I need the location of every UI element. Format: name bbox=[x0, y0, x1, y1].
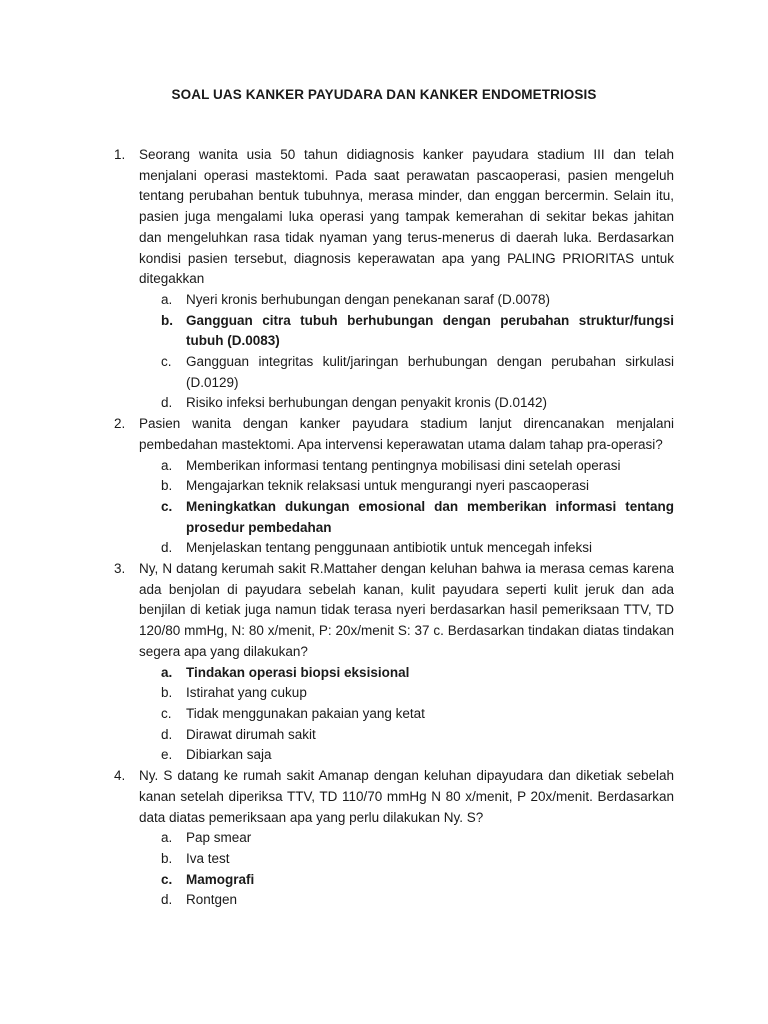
option-text: Tindakan operasi biopsi eksisional bbox=[186, 664, 410, 680]
option-b bbox=[0, 476, 768, 497]
question-number: 3. bbox=[114, 561, 126, 577]
option-letter: d. bbox=[161, 540, 173, 556]
question-text: Seorang wanita usia 50 tahun didiagnosis kanker payudara stadium III dan telah menjalani operasi mastektomi. Pada saat perawatan pascaoperasi, pasien mengeluh tentang perubahan bentuk tubuhnya, merasa minder, dan enggan bercermin. Selain itu, pasien juga mengalami luka operasi yang tampak kemerahan di sekitar bekas jahitan dan mengeluhkan rasa tidak nyaman yang terus-menerus di daerah luka. Berdasarkan kondisi pasien tersebut, diagnosis keperawatan apa yang PALING PRIORITAS untuk ditegakkan bbox=[139, 147, 674, 287]
option-list bbox=[0, 456, 768, 560]
question-text: Ny. S datang ke rumah sakit Amanap dengan keluhan dipayudara dan diketiak sebelah kanan setelah diperiksa TTV, TD 110/70 mmHg N 80 x/menit, P 20x/menit. Berdasarkan data diatas pemeriksaan apa yang perlu dilakukan Ny. S? bbox=[139, 768, 674, 825]
option-letter: c. bbox=[161, 705, 172, 721]
option-d bbox=[0, 725, 768, 746]
option-text: Gangguan integritas kulit/jaringan berhubungan dengan perubahan sirkulasi (D.0129) bbox=[186, 354, 674, 390]
question-number: 4. bbox=[114, 768, 126, 784]
option-letter: a. bbox=[161, 830, 173, 846]
option-letter: c. bbox=[161, 871, 173, 887]
option-letter: a. bbox=[161, 664, 173, 680]
option-text: Mengajarkan teknik relaksasi untuk mengurangi nyeri pascaoperasi bbox=[186, 478, 589, 494]
option-letter: a. bbox=[161, 457, 173, 473]
option-letter: d. bbox=[161, 892, 173, 908]
question-number: 2. bbox=[114, 416, 126, 432]
question-2 bbox=[0, 414, 768, 559]
option-text: Nyeri kronis berhubungan dengan penekanan saraf (D.0078) bbox=[186, 291, 550, 307]
option-letter: d. bbox=[161, 726, 173, 742]
question-text: Ny, N datang kerumah sakit R.Mattaher dengan keluhan bahwa ia merasa cemas karena ada benjolan di payudara sebelah kanan, kulit payudara seperti kulit jeruk dan ada benjilan di ketiak juga namun tidak terasa nyeri berdasarkan hasil pemeriksaan TTV, TD 120/80 mmHg, N: 80 x/menit, P: 20x/menit S: 37 c. Berdasarkan tindakan diatas tindakan segera apa yang dilakukan? bbox=[139, 561, 674, 659]
option-letter: b. bbox=[161, 312, 173, 328]
option-list bbox=[0, 828, 768, 911]
option-text: Mamografi bbox=[186, 871, 255, 887]
option-list bbox=[0, 290, 768, 414]
option-b bbox=[0, 683, 768, 704]
question-3 bbox=[0, 559, 768, 766]
option-text: Pap smear bbox=[186, 830, 252, 846]
option-list bbox=[0, 663, 768, 767]
option-text: Memberikan informasi tentang pentingnya mobilisasi dini setelah operasi bbox=[186, 457, 621, 473]
option-a bbox=[0, 290, 768, 311]
option-d bbox=[0, 890, 768, 911]
option-text: Gangguan citra tubuh berhubungan dengan perubahan struktur/fungsi tubuh (D.0083) bbox=[186, 312, 674, 349]
question-text: Pasien wanita dengan kanker payudara stadium lanjut direncanakan menjalani pembedahan mastektomi. Apa intervensi keperawatan utama dalam tahap pra-operasi? bbox=[139, 416, 674, 452]
option-text: Dibiarkan saja bbox=[186, 747, 272, 763]
option-text: Tidak menggunakan pakaian yang ketat bbox=[186, 705, 425, 721]
option-a-answer bbox=[0, 663, 768, 684]
question-list bbox=[0, 145, 768, 911]
option-c bbox=[0, 352, 768, 393]
document-title: SOAL UAS KANKER PAYUDARA DAN KANKER ENDOMETRIOSIS bbox=[171, 87, 597, 102]
question-4 bbox=[0, 766, 768, 911]
option-c bbox=[0, 704, 768, 725]
option-letter: a. bbox=[161, 291, 173, 307]
option-letter: b. bbox=[161, 685, 173, 701]
option-a bbox=[0, 456, 768, 477]
option-d bbox=[0, 538, 768, 559]
option-c-answer bbox=[0, 497, 768, 538]
option-text: Dirawat dirumah sakit bbox=[186, 726, 316, 742]
option-text: Menjelaskan tentang penggunaan antibiotik untuk mencegah infeksi bbox=[186, 540, 593, 556]
option-letter: d. bbox=[161, 395, 173, 411]
option-a bbox=[0, 828, 768, 849]
option-text: Risiko infeksi berhubungan dengan penyakit kronis (D.0142) bbox=[186, 395, 547, 411]
option-b-answer bbox=[0, 311, 768, 352]
option-text: Iva test bbox=[186, 850, 230, 866]
option-letter: e. bbox=[161, 747, 173, 763]
option-d bbox=[0, 393, 768, 414]
option-c-answer bbox=[0, 870, 768, 891]
question-1 bbox=[0, 145, 768, 414]
question-number: 1. bbox=[114, 147, 126, 162]
option-letter: b. bbox=[161, 850, 173, 866]
option-letter: c. bbox=[161, 498, 173, 514]
option-letter: c. bbox=[161, 354, 172, 370]
option-text: Istirahat yang cukup bbox=[186, 685, 307, 701]
option-text: Meningkatkan dukungan emosional dan memberikan informasi tentang prosedur pembedahan bbox=[186, 498, 674, 535]
option-e bbox=[0, 745, 768, 766]
option-letter: b. bbox=[161, 478, 173, 494]
option-text: Rontgen bbox=[186, 892, 238, 908]
option-b bbox=[0, 849, 768, 870]
